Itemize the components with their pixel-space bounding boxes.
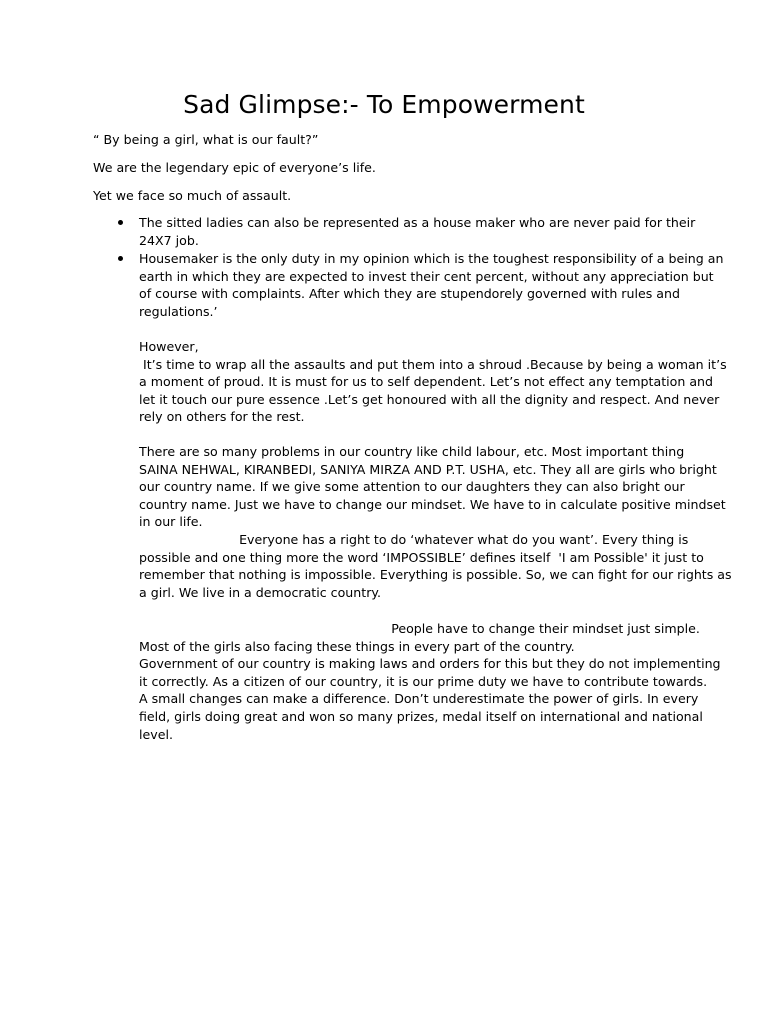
- bullet-item: [0, 214, 696, 249]
- paragraph-line: SAINA NEHWAL, KIRANBEDI, SANIYA MIRZA AND P.T. USHA, etc. They all are girls who bright: [139, 461, 717, 477]
- bullet-line: of course with complaints. After which they are stupendorely governed with rules and: [139, 286, 680, 302]
- bullet-line: 24X7 job.: [139, 232, 199, 248]
- bullet-item: [0, 250, 724, 320]
- bullet-list: [0, 214, 768, 322]
- intro-line: Yet we face so much of assault.: [93, 188, 292, 203]
- paragraph-line: possible and one thing more the word ‘IMPOSSIBLE’ defines itself 'I am Possible' it just to: [139, 549, 704, 565]
- bullet-dot: [118, 256, 123, 261]
- paragraph-line: A small changes can make a difference. Don’t underestimate the power of girls. In every: [139, 691, 699, 707]
- paragraph-line: country name. Just we have to change our mindset. We have to in calculate positive mindset: [139, 496, 726, 512]
- paragraph-line: level.: [139, 726, 173, 742]
- bullet-line: The sitted ladies can also be represented as a house maker who are never paid for their: [139, 215, 696, 230]
- paragraph-line: it correctly. As a citizen of our country, it is our prime duty we have to contribute towards.: [139, 673, 708, 689]
- paragraph-line: rely on others for the rest.: [139, 409, 305, 425]
- paragraph-line: let it touch our pure essence .Let’s get honoured with all the dignity and respect. And never: [139, 391, 720, 407]
- bullet-line: regulations.’: [139, 303, 218, 319]
- paragraph-line: Government of our country is making laws and orders for this but they do not implementing: [139, 656, 721, 672]
- intro-line: We are the legendary epic of everyone’s life.: [93, 160, 376, 175]
- paragraph-line: remember that nothing is impossible. Everything is possible. So, we can fight for our rights as: [139, 567, 732, 583]
- intro-quote: “ By being a girl, what is our fault?”: [93, 132, 319, 147]
- bullet-line: earth in which they are expected to invest their cent percent, without any appreciation but: [139, 268, 714, 284]
- paragraph-line: There are so many problems in our country like child labour, etc. Most important thing: [139, 444, 685, 459]
- paragraph-line: in our life.: [139, 514, 203, 530]
- paragraph-line: Everyone has a right to do ‘whatever what do you want’. Every thing is: [139, 531, 689, 547]
- paragraph-line: Most of the girls also facing these things in every part of the country.: [139, 638, 575, 654]
- paragraph-line: a girl. We live in a democratic country.: [139, 584, 382, 600]
- paragraph-line: However,: [139, 339, 199, 354]
- bullet-line: Housemaker is the only duty in my opinion which is the toughest responsibility of a being an: [139, 251, 724, 267]
- bullet-dot: [118, 220, 123, 225]
- paragraph-line: a moment of proud. It is must for us to self dependent. Let’s not effect any temptation and: [139, 374, 714, 390]
- paragraph-problems: [139, 443, 732, 601]
- paragraph-line: field, girls doing great and won so many prizes, medal itself on international and national: [139, 708, 703, 724]
- paragraph-mindset: [139, 620, 721, 743]
- paragraph-line: It’s time to wrap all the assaults and put them into a shroud .Because by being a woman it’s: [139, 356, 727, 372]
- paragraph-however: [139, 338, 727, 426]
- paragraph-line: People have to change their mindset just simple.: [139, 621, 700, 636]
- paragraph-line: our country name. If we give some attention to our daughters they can also bright our: [139, 479, 685, 495]
- document-title: Sad Glimpse:- To Empowerment: [183, 90, 585, 119]
